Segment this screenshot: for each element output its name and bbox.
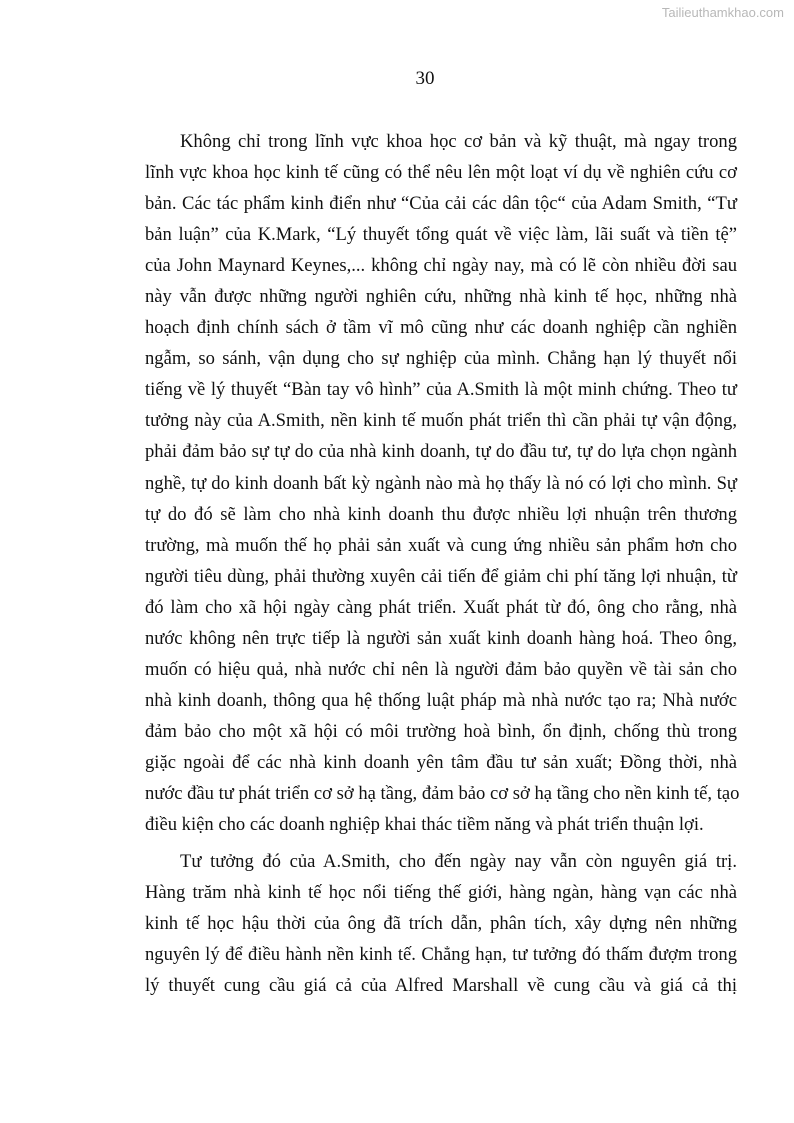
text-line: bản. Các tác phẩm kinh điển như “Của cải các dân tộc“ của Adam Smith, “Tư <box>145 193 737 215</box>
text-line: đảm bảo cho một xã hội có môi trường hoà bình, ổn định, chống thù trong <box>145 720 737 742</box>
text-line: nguyên lý để điều hành nền kinh tế. Chẳng hạn, tư tưởng đó thấm đượm trong <box>145 944 737 966</box>
text-line: tưởng này của A.Smith, nền kinh tế muốn phát triển thì cần phải tự vận động, <box>145 410 737 432</box>
text-line: bản luận” của K.Mark, “Lý thuyết tổng quát về việc làm, lãi suất và tiền tệ” <box>145 224 737 246</box>
text-line: phải đảm bảo sự tự do của nhà kinh doanh, tự do đầu tư, tự do lựa chọn ngành <box>145 441 737 463</box>
text-line: nghề, tự do kinh doanh bất kỳ ngành nào mà họ thấy là nó có lợi cho mình. Sự <box>145 472 737 494</box>
paragraph-2 <box>145 846 737 1001</box>
text-line: người tiêu dùng, phải thường xuyên cải tiến để giảm chi phí tăng lợi nhuận, từ <box>145 565 737 587</box>
paragraph-1 <box>145 126 740 840</box>
text-line: ngẫm, so sánh, vận dụng cho sự nghiệp của mình. Chẳng hạn lý thuyết nổi <box>145 348 737 370</box>
text-line: trường, mà muốn thế họ phải sản xuất và cung ứng nhiều sản phẩm hơn cho <box>145 534 737 556</box>
text-line: muốn có hiệu quả, nhà nước chỉ nên là người đảm bảo quyền về tài sản cho <box>145 658 737 680</box>
text-line: nước không nên trực tiếp là người sản xuất kinh doanh hàng hoá. Theo ông, <box>145 627 737 649</box>
text-line: Tư tưởng đó của A.Smith, cho đến ngày nay vẫn còn nguyên giá trị. <box>180 851 737 872</box>
text-line: lĩnh vực khoa học kinh tế cũng có thể nêu lên một loạt ví dụ về nghiên cứu cơ <box>145 162 737 184</box>
text-line: lý thuyết cung cầu giá cả của Alfred Marshall về cung cầu và giá cả thị <box>145 975 737 997</box>
text-line: nước đầu tư phát triển cơ sở hạ tầng, đảm bảo cơ sở hạ tầng cho nền kinh tế, tạo <box>145 782 740 804</box>
text-line: của John Maynard Keynes,... không chỉ ngày nay, mà có lẽ còn nhiều đời sau <box>145 255 737 277</box>
text-line: Hàng trăm nhà kinh tế học nổi tiếng thế giới, hàng ngàn, hàng vạn các nhà <box>145 882 737 904</box>
text-line: nhà kinh doanh, thông qua hệ thống luật pháp mà nhà nước tạo ra; Nhà nước <box>145 689 737 711</box>
text-line: giặc ngoài để các nhà kinh doanh yên tâm đầu tư sản xuất; Đồng thời, nhà <box>145 751 737 773</box>
text-line: kinh tế học hậu thời của ông đã trích dẫn, phân tích, xây dựng nên những <box>145 913 737 935</box>
text-line: này vẫn được những người nghiên cứu, những nhà kinh tế học, những nhà <box>145 286 737 308</box>
text-line: Không chỉ trong lĩnh vực khoa học cơ bản và kỹ thuật, mà ngay trong <box>180 131 737 152</box>
page-number: 30 <box>415 68 435 89</box>
watermark: Tailieuthamkhao.com <box>661 5 784 20</box>
text-line: hoạch định chính sách ở tầm vĩ mô cũng như các doanh nghiệp cần nghiền <box>145 317 737 339</box>
text-line: tiếng về lý thuyết “Bàn tay vô hình” của A.Smith là một minh chứng. Theo tư <box>145 379 737 401</box>
text-line: điều kiện cho các doanh nghiệp khai thác tiềm năng và phát triển thuận lợi. <box>145 814 704 836</box>
text-line: đó làm cho xã hội ngày càng phát triển. Xuất phát từ đó, ông cho rằng, nhà <box>145 596 737 618</box>
text-line: tự do đó sẽ làm cho nhà kinh doanh thu được nhiều lợi nhuận trên thương <box>145 503 737 525</box>
